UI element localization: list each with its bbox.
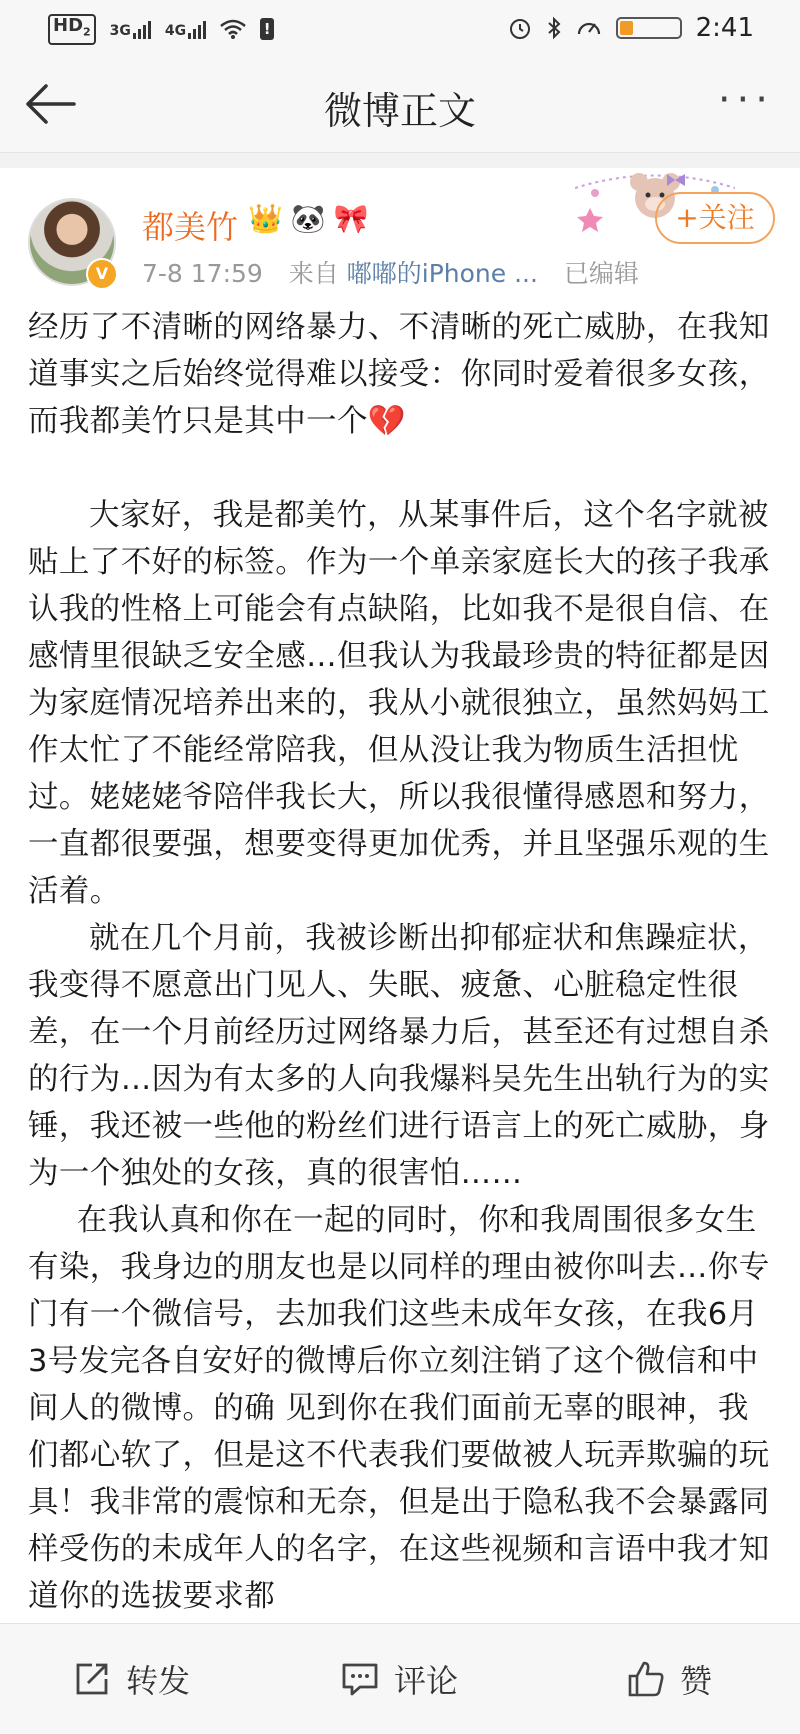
paragraph-spacer <box>28 445 772 492</box>
comment-label: 评论 <box>394 1662 459 1700</box>
repost-label: 转发 <box>126 1662 191 1700</box>
panda-badge-icon[interactable]: 🐼 <box>290 202 326 235</box>
verified-badge-icon: V <box>86 258 118 290</box>
wifi-icon <box>220 18 246 40</box>
post-time: 7-8 17:59 <box>142 259 263 288</box>
bottom-toolbar <box>0 1623 800 1734</box>
speed-gauge-icon <box>576 16 602 40</box>
like-button[interactable] <box>626 1656 712 1702</box>
post-paragraph: 就在几个月前，我被诊断出抑郁症状和焦躁症状，我变得不愿意出门见人、失眠、疲惫、心脏稳定性很差，在一个月前经历过网络暴力后，甚至还有过想自杀的行为…因为有太多的人向我爆料吴先生出轨行为的实锤，我还被一些他的粉丝们进行语言上的死亡威胁，身为一个独处的女孩，真的很害怕…… <box>28 921 770 1191</box>
post-meta <box>142 254 639 290</box>
post-card <box>0 168 800 1623</box>
edited-label: 已编辑 <box>563 259 639 288</box>
nav-bar <box>0 56 800 153</box>
repost-icon <box>72 1659 112 1699</box>
ribbon-badge-icon[interactable]: 🎀 <box>333 202 369 235</box>
post-source-link[interactable]: 嘟嘟的iPhone ... <box>346 259 538 288</box>
bluetooth-icon <box>546 16 562 40</box>
crown-badge-icon[interactable]: 👑 <box>248 202 283 235</box>
post-paragraph: 大家好，我是都美竹，从某事件后，这个名字就被贴上了不好的标签。作为一个单亲家庭长大的孩子我承认我的性格上可能会有点缺陷，比如我不是很自信、在感情里很缺乏安全感…但我认为我最珍贵的特征都是因为家庭情况培养出来的，我从小就很独立，虽然妈妈工作太忙了不能经常陪我，但从没让我为物质生活担忧过。姥姥姥爷陪伴我长大，所以我很懂得感恩和努力，一直都很要强，想要变得更加优秀，并且坚强乐观的生活着。 <box>28 498 770 909</box>
page-title: 微博正文 <box>323 89 476 133</box>
signal-3g-icon: 3G <box>110 19 151 39</box>
like-label: 赞 <box>680 1662 713 1700</box>
post-content <box>28 304 772 1620</box>
status-time: 2:41 <box>695 13 754 43</box>
comment-button[interactable] <box>340 1656 458 1702</box>
post-paragraph: 在我认真和你在一起的同时，你和我周围很多女生有染，我身边的朋友也是以同样的理由被你叫去…你专门有一个微信号，去加我们这些未成年女孩，在我6月3号发完各自安好的微博后你立刻注销了这个微信和中间人的微博。的确 见到你在我们面前无辜的眼神，我们都心软了，但是这不代表我们要做被人玩弄欺骗的玩具！我非常的震惊和无奈，但是出于隐私我不会暴露同样受伤的未成年人的名字，在这些视频和言语中我才知道你的选拔要求都 <box>28 1203 770 1614</box>
status-bar <box>0 0 800 56</box>
battery-icon <box>616 17 682 39</box>
more-options-icon[interactable]: ··· <box>717 77 774 123</box>
follow-button[interactable]: +关注 <box>655 192 775 244</box>
signal-4g-icon: 4G <box>165 19 206 39</box>
alert-icon: ! <box>260 18 274 40</box>
repost-button[interactable] <box>72 1656 190 1702</box>
comment-icon <box>340 1659 380 1699</box>
source-prefix: 来自 <box>288 259 339 288</box>
hd-voice-icon: $HD_2$ <box>48 14 96 45</box>
thumbs-up-icon <box>626 1659 666 1699</box>
post-paragraph: 经历了不清晰的网络暴力、不清晰的死亡威胁，在我知道事实之后始终觉得难以接受：你同时爱着很多女孩，而我都美竹只是其中一个💔 <box>28 310 770 439</box>
author-name[interactable]: 都美竹 <box>142 208 239 246</box>
alarm-icon <box>508 16 532 40</box>
user-badges <box>248 202 369 235</box>
